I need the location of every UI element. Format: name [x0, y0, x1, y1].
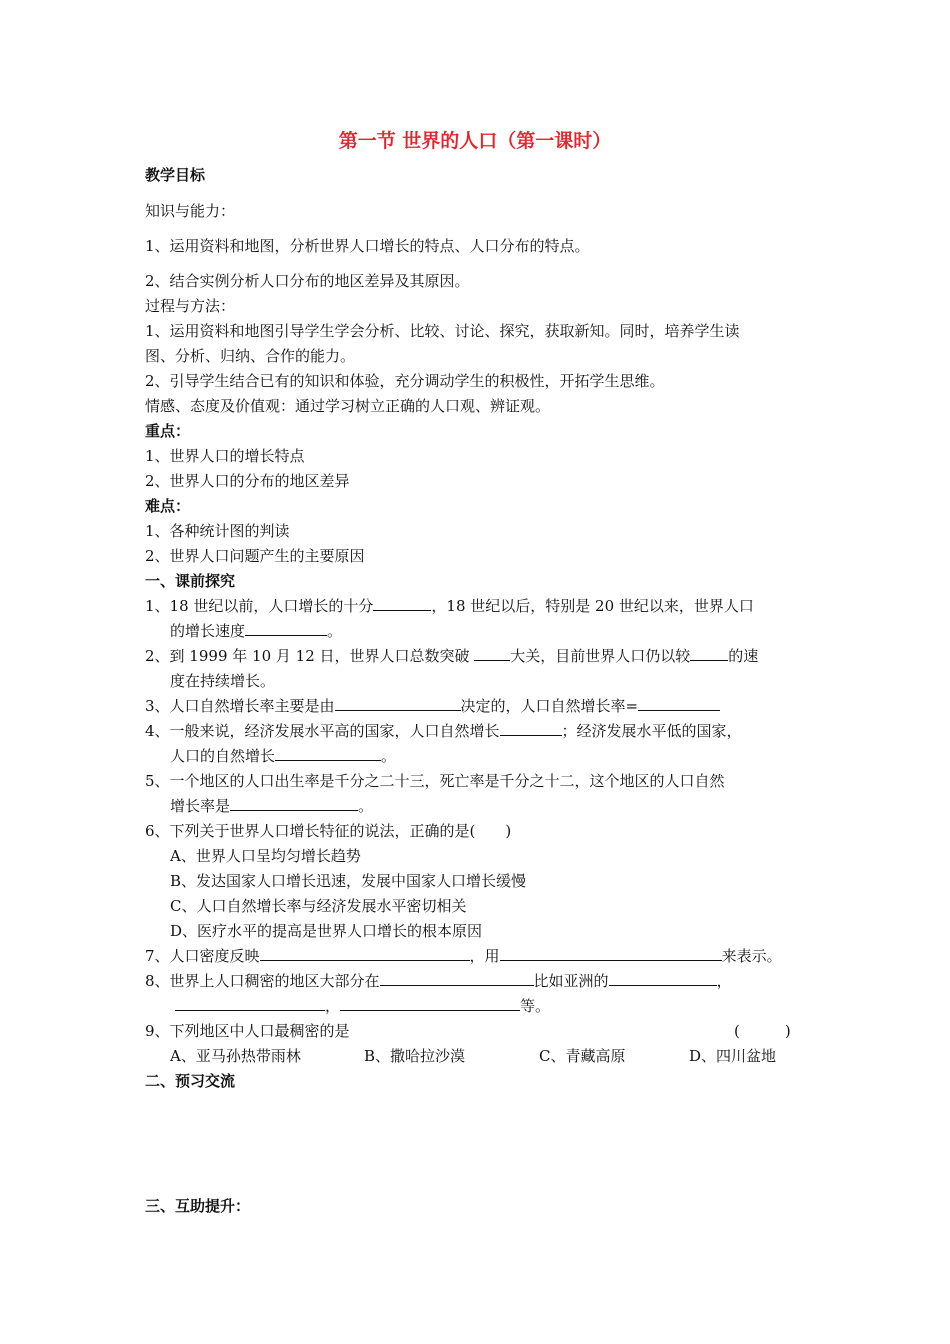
answer-paren[interactable]: ( ) [734, 1022, 791, 1040]
key-item: 1、世界人口的增长特点 [145, 447, 305, 465]
question-4-cont: 人口的自然增长 。 [170, 747, 397, 765]
goals-heading: 教学目标 [145, 166, 206, 184]
option-a[interactable]: A、世界人口呈均匀增长趋势 [170, 847, 361, 865]
question-2: 2、到 1999 年 10 月 12 日，世界人口总数突破 大关，目前世界人口仍以较 的速 [145, 647, 759, 665]
knowledge-heading: 知识与能力： [145, 202, 236, 220]
answer-blank[interactable] [335, 696, 461, 711]
page-title: 第一节 世界的人口（第一课时） [338, 130, 612, 152]
answer-blank[interactable] [245, 621, 327, 636]
answer-blank[interactable] [500, 721, 562, 736]
answer-blank[interactable] [373, 596, 431, 611]
difficult-heading: 难点： [145, 497, 191, 515]
question-5-cont: 增长率是 。 [170, 797, 374, 815]
process-heading: 过程与方法： [145, 297, 236, 315]
question-1-cont: 的增长速度 。 [170, 622, 343, 640]
question-3: 3、人口自然增长率主要是由 决定的，人口自然增长率= [145, 696, 720, 716]
section-heading-1: 一、课前探究 [145, 572, 236, 590]
option-a[interactable]: A、亚马孙热带雨林 [170, 1047, 301, 1065]
answer-blank[interactable] [380, 971, 534, 986]
answer-blank[interactable] [260, 946, 470, 961]
option-c[interactable]: C、人口自然增长率与经济发展水平密切相关 [170, 897, 467, 915]
answer-blank[interactable] [474, 646, 510, 661]
option-b[interactable]: B、发达国家人口增长迅速，发展中国家人口增长缓慢 [170, 872, 527, 890]
answer-blank[interactable] [340, 996, 520, 1011]
question-8-cont: ， 等。 [175, 996, 550, 1016]
emotion-line: 情感、态度及价值观：通过学习树立正确的人口观、辨证观。 [145, 397, 551, 415]
process-item: 图、分析、归纳、合作的能力。 [145, 347, 356, 365]
difficult-item: 2、世界人口问题产生的主要原因 [145, 547, 365, 565]
section-heading-2: 二、预习交流 [145, 1072, 236, 1090]
question-9: 9、下列地区中人口最稠密的是 [145, 1022, 350, 1040]
answer-blank[interactable] [230, 796, 358, 811]
option-d[interactable]: D、医疗水平的提高是世界人口增长的根本原因 [170, 922, 483, 940]
answer-blank[interactable] [175, 996, 325, 1011]
process-item: 1、运用资料和地图引导学生学会分析、比较、讨论、探究，获取新知。同时，培养学生读 [145, 322, 740, 340]
question-8: 8、世界上人口稠密的地区大部分在 比如亚洲的 ， [145, 972, 732, 990]
question-5: 5、一个地区的人口出生率是千分之二十三，死亡率是千分之十二，这个地区的人口自然 [145, 772, 725, 790]
answer-blank[interactable] [690, 646, 728, 661]
question-2-cont: 度在持续增长。 [170, 672, 276, 690]
knowledge-item: 2、结合实例分析人口分布的地区差异及其原因。 [145, 272, 470, 290]
section-heading-3: 三、互助提升： [145, 1197, 251, 1215]
key-heading: 重点： [145, 422, 191, 440]
question-7: 7、人口密度反映 ，用 来表示。 [145, 947, 782, 965]
answer-blank[interactable] [609, 971, 717, 986]
question-4: 4、一般来说，经济发展水平高的国家，人口自然增长 ；经济发展水平低的国家， [145, 722, 742, 740]
difficult-item: 1、各种统计图的判读 [145, 522, 290, 540]
answer-blank[interactable] [275, 746, 381, 761]
option-b[interactable]: B、撒哈拉沙漠 [364, 1047, 466, 1065]
key-item: 2、世界人口的分布的地区差异 [145, 472, 350, 490]
option-d[interactable]: D、四川盆地 [689, 1047, 777, 1065]
answer-blank[interactable] [500, 946, 722, 961]
answer-blank[interactable] [638, 696, 720, 711]
process-item: 2、引导学生结合已有的知识和体验，充分调动学生的积极性，开拓学生思维。 [145, 372, 665, 390]
question-1: 1、18 世纪以前，人口增长的十分 ，18 世纪以后，特别是 20 世纪以来，世界人口 [145, 597, 754, 615]
question-6: 6、下列关于世界人口增长特征的说法，正确的是( ) [145, 822, 512, 840]
knowledge-item: 1、运用资料和地图，分析世界人口增长的特点、人口分布的特点。 [145, 237, 590, 255]
option-c[interactable]: C、青藏高原 [539, 1047, 626, 1065]
